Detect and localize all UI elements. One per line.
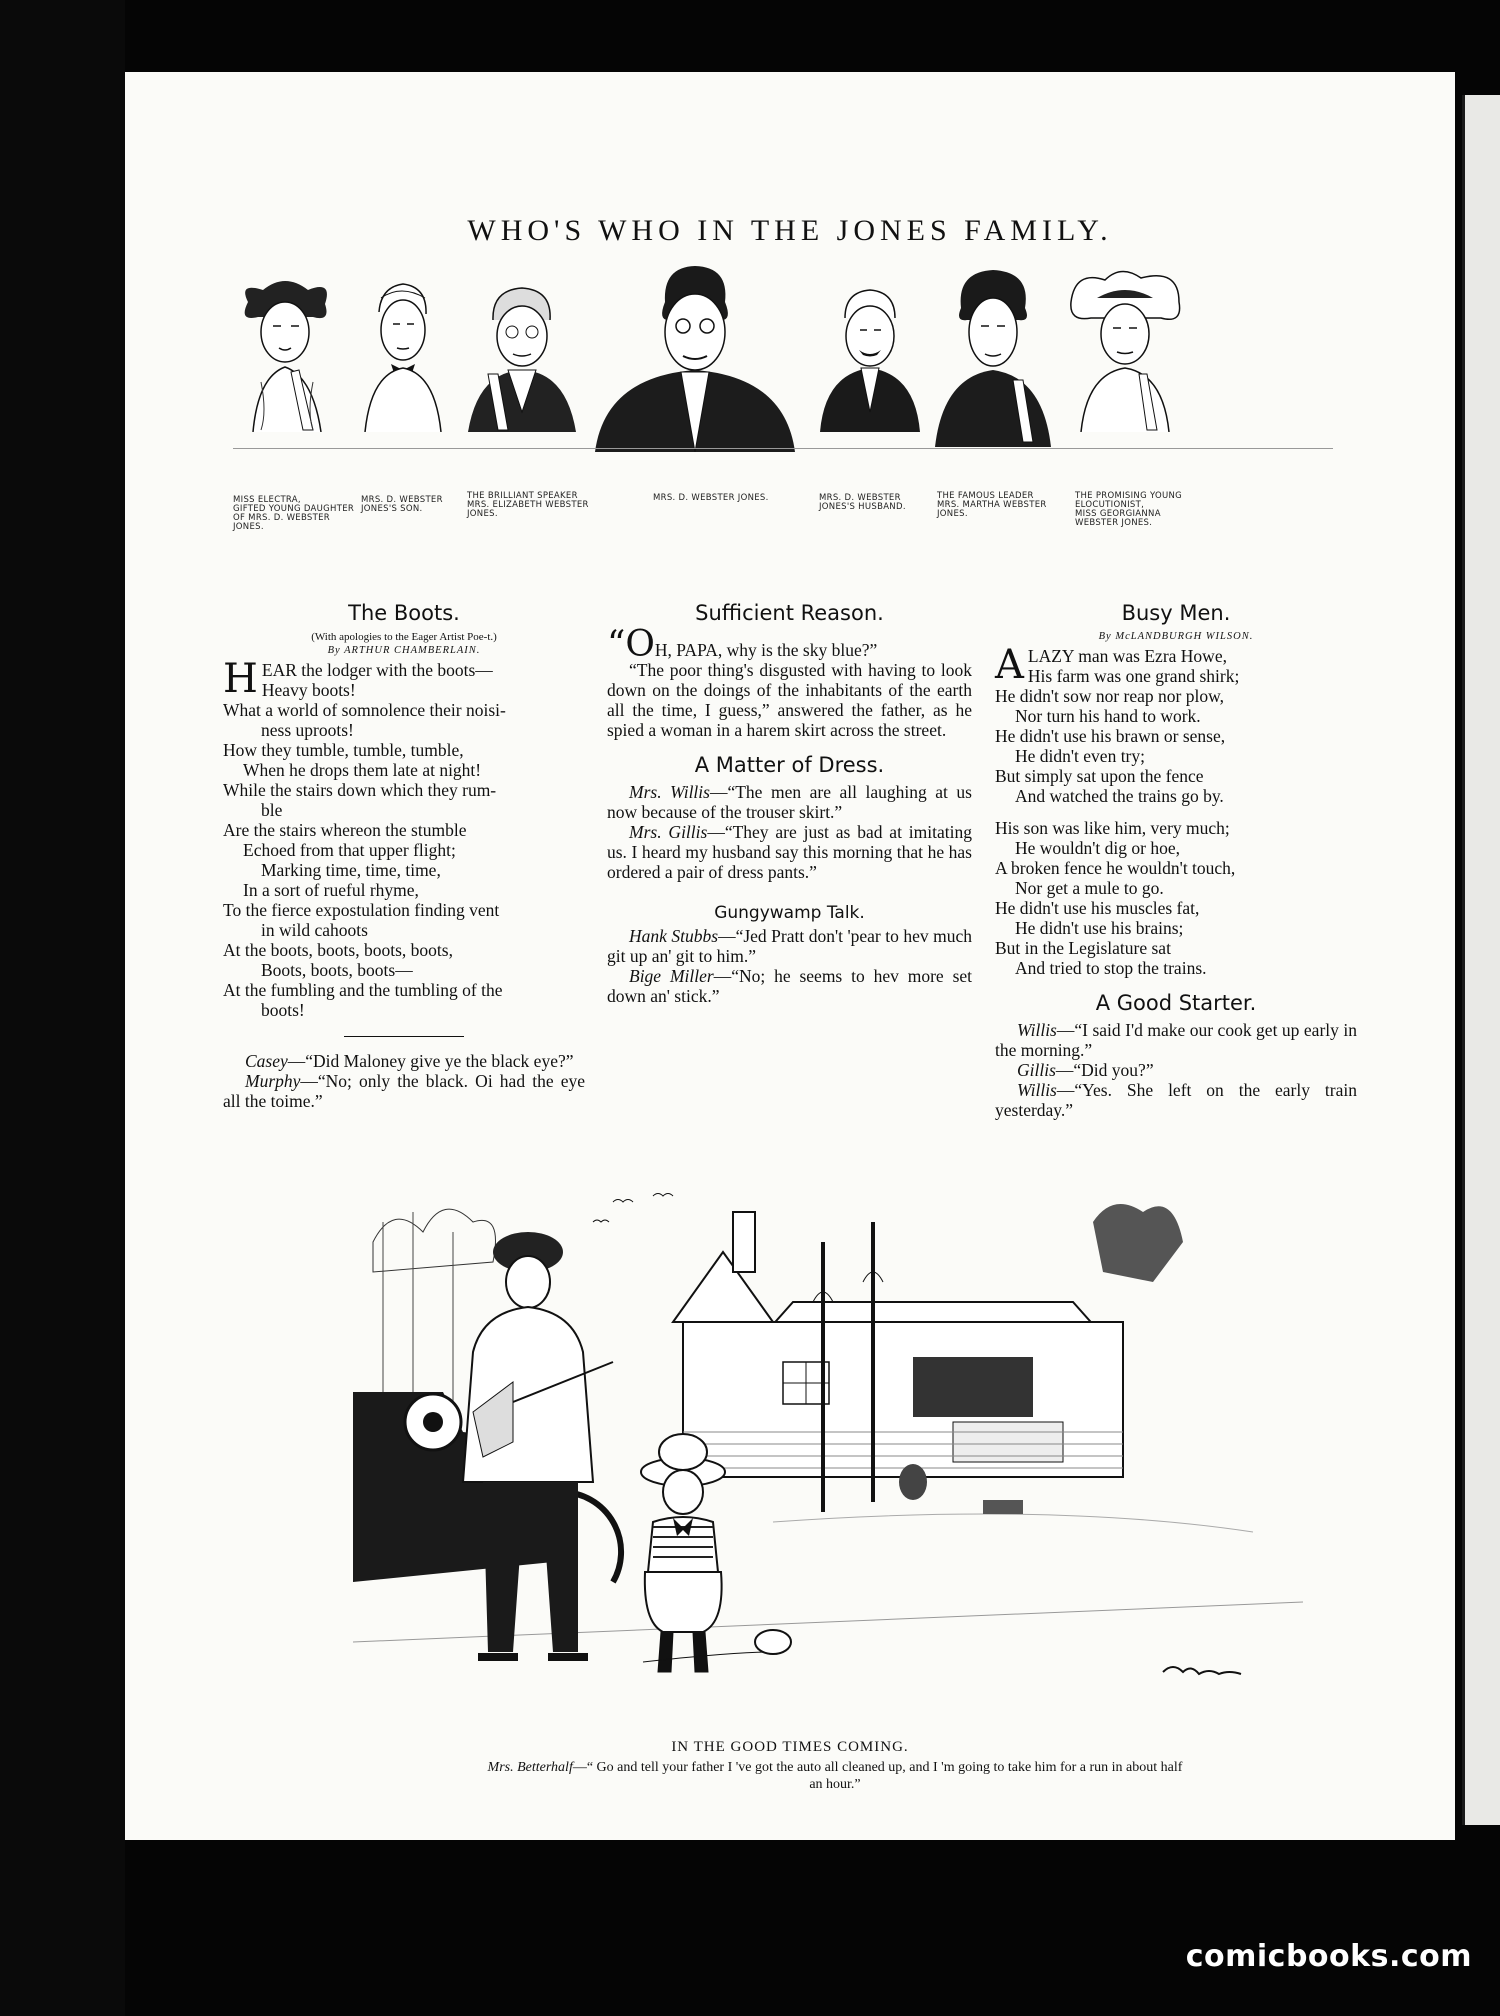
column-left <box>223 600 585 1111</box>
verse-line: He didn't use his brains; <box>1015 918 1184 938</box>
verse-line: And tried to stop the trains. <box>1015 958 1207 978</box>
portrait-caption: MRS. D. WEBSTER JONES. <box>653 493 769 503</box>
verse-line: He didn't sow nor reap nor plow, <box>995 686 1224 706</box>
verse-line: His son was like him, very much; <box>995 818 1230 838</box>
portrait-drawing <box>933 262 1053 447</box>
verse-line: A broken fence he wouldn't touch, <box>995 858 1236 878</box>
portrait-drawing <box>595 262 795 452</box>
verse-line: While the stairs down which they rum- <box>223 780 497 800</box>
apology-note: (With apologies to the Eager Artist Poe-t.) <box>311 631 497 643</box>
poem-the-boots <box>223 656 585 1020</box>
portrait-elizabeth <box>458 262 586 530</box>
divider-rule <box>344 1036 464 1037</box>
portrait-caption: THE BRILLIANT SPEAKER MRS. ELIZABETH WEBSTER JONES. <box>467 491 589 519</box>
portrait-drawing <box>815 262 925 432</box>
scan-dark-margin <box>0 0 125 2016</box>
verse-line: What a world of somnolence their noisi- <box>223 700 506 720</box>
portrait-martha <box>933 262 1053 530</box>
byline: By McLANDBURGH WILSON. <box>1098 631 1254 642</box>
column-middle <box>607 600 972 1006</box>
story-opening: “OH, PAPA, why is the sky blue?” <box>607 624 878 665</box>
drop-cap: H <box>223 656 258 702</box>
joke-good-starter <box>995 1020 1357 1120</box>
verse-line: How they tumble, tumble, tumble, <box>223 740 464 760</box>
site-watermark: comicbooks.com <box>1185 1939 1472 1974</box>
verse-line: Nor turn his hand to work. <box>1015 706 1201 726</box>
portrait-caption: MRS. D. WEBSTER JONES'S HUSBAND. <box>819 493 906 512</box>
joke-gungywamp <box>607 926 972 1006</box>
dialogue-line: Bige Miller—“No; he seems to hev more set down an' stick.” <box>607 966 973 1006</box>
verse-line: Boots, boots, boots— <box>261 960 413 980</box>
verse-line: He didn't even try; <box>1015 746 1145 766</box>
joke-matter-of-dress <box>607 782 972 882</box>
drop-cap: A <box>995 642 1024 688</box>
portrait-drawing <box>1061 262 1191 432</box>
portrait-baseline <box>233 448 1333 449</box>
verse-line: LAZY man was Ezra Howe, <box>1027 646 1227 666</box>
verse-line: But simply sat upon the fence <box>995 766 1204 786</box>
portrait-georgianna <box>1061 262 1191 530</box>
dialogue-line: Casey—“Did Maloney give ye the black eye?” <box>245 1051 574 1071</box>
portrait-mrs-jones <box>595 262 795 530</box>
portrait-caption: THE PROMISING YOUNG ELOCUTIONIST, MISS GEORGIANNA WEBSTER JONES. <box>1075 491 1183 528</box>
verse-line: He didn't use his muscles fat, <box>995 898 1200 918</box>
verse-line: Echoed from that upper flight; <box>243 840 456 860</box>
verse-line: His farm was one grand shirk; <box>1027 666 1240 686</box>
portrait-drawing <box>458 262 586 432</box>
dialogue-line: Hank Stubbs—“Jed Pratt don't 'pear to hev much git up an' git to him.” <box>607 926 973 966</box>
portrait-caption: MISS ELECTRA, GIFTED YOUNG DAUGHTER OF MRS. D. WEBSTER JONES. <box>233 495 355 532</box>
column-right <box>995 600 1357 1120</box>
verse-line: Are the stairs whereon the stumble <box>223 820 467 840</box>
verse-line: boots! <box>261 1000 305 1020</box>
page-title: WHO'S WHO IN THE JONES FAMILY. <box>467 214 1113 247</box>
dialogue-line: Willis—“I said I'd make our cook get up early in the morning.” <box>995 1020 1357 1060</box>
story-sufficient-reason <box>607 624 972 740</box>
joke-casey-murphy <box>223 1051 585 1111</box>
verse-line: He didn't use his brawn or sense, <box>995 726 1226 746</box>
verse-line: EAR the lodger with the boots— <box>261 660 493 680</box>
cartoon-illustration <box>353 1182 1303 1717</box>
heading-gungywamp: Gungywamp Talk. <box>714 903 865 923</box>
dialogue-line: Mrs. Willis—“The men are all laughing at us now because of the trouser skirt.” <box>607 782 972 822</box>
byline: By ARTHUR CHAMBERLAIN. <box>327 645 481 656</box>
verse-line: At the boots, boots, boots, boots, <box>223 940 453 960</box>
portrait-son <box>351 262 451 530</box>
verse-line: ness uproots! <box>261 720 354 740</box>
portrait-husband <box>815 262 925 530</box>
cartoon-drawing <box>353 1182 1303 1717</box>
portrait-caption: THE FAMOUS LEADER MRS. MARTHA WEBSTER JONES. <box>937 491 1047 519</box>
verse-line: ble <box>261 800 283 820</box>
next-page-edge <box>1462 95 1500 1825</box>
portrait-drawing <box>233 262 338 432</box>
illustration-caption: Mrs. Betterhalf—“ Go and tell your father I 've got the auto all cleaned up, and I 'm going to take him for a run in about half an hour.” <box>487 1760 1183 1792</box>
portrait-caption: MRS. D. WEBSTER JONES'S SON. <box>361 495 443 514</box>
dialogue-line: Gillis—“Did you?” <box>1017 1060 1154 1080</box>
portrait-drawing <box>351 262 451 432</box>
verse-line: To the fierce expostulation finding vent <box>223 900 500 920</box>
verse-line: Heavy boots! <box>261 680 356 700</box>
dialogue-line: Mrs. Gillis—“They are just as bad at imitating us. I heard my husband say this morning that he has ordered a pair of dress pants.” <box>607 822 972 882</box>
heading-good-starter: A Good Starter. <box>1095 991 1257 1015</box>
portrait-strip <box>233 262 1353 530</box>
verse-line: in wild cahoots <box>261 920 368 940</box>
illustration-title: IN THE GOOD TIMES COMING. <box>671 1739 909 1755</box>
heading-the-boots: The Boots. <box>348 601 460 625</box>
heading-sufficient-reason: Sufficient Reason. <box>695 601 884 625</box>
portrait-electra <box>233 262 338 530</box>
verse-line: Marking time, time, time, <box>261 860 441 880</box>
story-body: “The poor thing's disgusted with having to look down on the doings of the inhabitants of the earth all the time, I guess,” answered the father, as he spied a woman in a harem skirt across the street. <box>607 660 972 740</box>
dialogue-line: Murphy—“No; only the black. Oi had the eye all the toime.” <box>223 1071 585 1111</box>
verse-line: When he drops them late at night! <box>243 760 482 780</box>
magazine-page <box>125 72 1455 1840</box>
verse-line: And watched the trains go by. <box>1015 786 1224 806</box>
verse-line: In a sort of rueful rhyme, <box>243 880 419 900</box>
heading-matter-of-dress: A Matter of Dress. <box>694 753 885 777</box>
verse-line: Nor get a mule to go. <box>1015 878 1164 898</box>
poem-busy-men <box>995 642 1357 978</box>
verse-line: He wouldn't dig or hoe, <box>1015 838 1181 858</box>
dialogue-line: Willis—“Yes. She left on the early train yesterday.” <box>995 1080 1357 1120</box>
verse-line: But in the Legislature sat <box>995 938 1171 958</box>
verse-line: At the fumbling and the tumbling of the <box>223 980 503 1000</box>
heading-busy-men: Busy Men. <box>1121 601 1231 625</box>
